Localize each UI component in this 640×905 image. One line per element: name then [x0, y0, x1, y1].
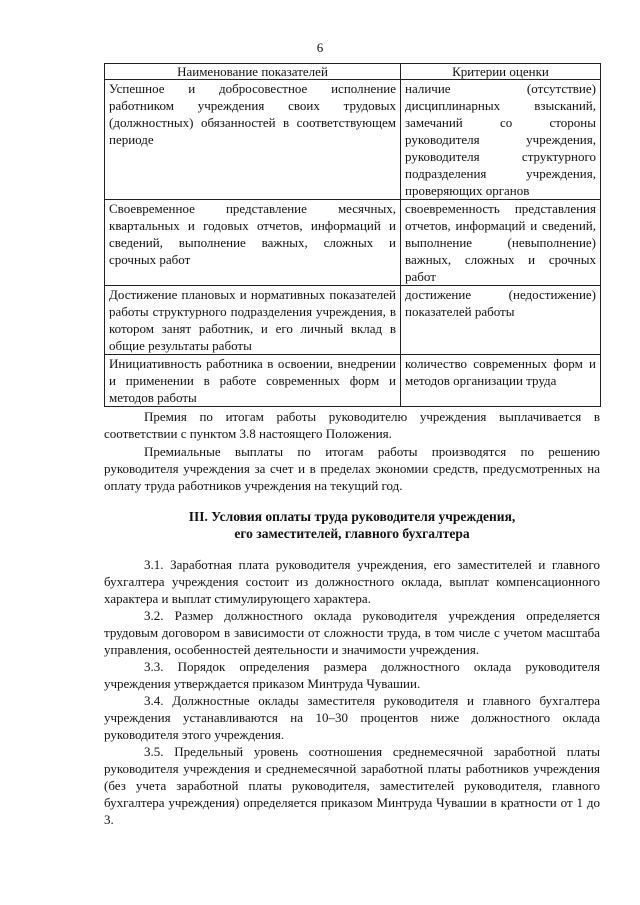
criterion-cell: количество современных форм и методов организации труда	[401, 355, 601, 407]
criterion-cell: своевременность представления отчетов, информаций и сведений, выполнение (невыполнение) важных, сложных и срочных работ	[401, 200, 601, 286]
table-header-row	[105, 64, 601, 80]
indicator-cell: Инициативность работника в освоении, внедрении и применении в работе современных форм и методов работы	[105, 355, 401, 407]
table-row	[105, 286, 601, 355]
section-title-line-2: его заместителей, главного бухгалтера	[234, 526, 470, 541]
criterion-cell: наличие (отсутствие) дисциплинарных взысканий, замечаний со стороны руководителя учреждения, руководителя структурного подразделения учреждения, проверяющих органов	[401, 80, 601, 200]
clause-3-4: 3.4. Должностные оклады заместителя руководителя и главного бухгалтера учреждения устанавливаются на 10–30 процентов ниже должностного оклада руководителя этого учреждения.	[104, 693, 600, 742]
bonus-paragraph: Премия по итогам работы руководителю учреждения выплачивается в соответствии с пунктом 3.8 настоящего Положения.	[104, 409, 600, 441]
clause-3-5: 3.5. Предельный уровень соотношения среднемесячной заработной платы руководителя учреждения и среднемесячной заработной платы работников учреждения (без учета заработной платы руководителя, заместителей руководителя, главного бухгалтера учреждения) определяется приказом Минтруда Чувашии в кратности от 1 до 3.	[104, 744, 600, 827]
indicator-cell: Успешное и добросовестное исполнение работником учреждения своих трудовых (должностных) обязанностей в соответствующем периоде	[105, 80, 401, 200]
criterion-cell: достижение (недостижение) показателей работы	[401, 286, 601, 355]
section-title-line-1: III. Условия оплаты труда руководителя учреждения,	[188, 509, 516, 524]
table-row	[105, 80, 601, 200]
table-row	[105, 355, 601, 407]
section-heading	[104, 508, 600, 542]
clause-3-3: 3.3. Порядок определения размера должностного оклада руководителя учреждения утверждается приказом Минтруда Чувашии.	[104, 659, 600, 691]
header-criterion: Критерии оценки	[401, 64, 601, 80]
page-number: 6	[316, 40, 324, 55]
header-indicator: Наименование показателей	[105, 64, 401, 80]
criteria-table	[104, 63, 601, 407]
bonus-payments-paragraph: Премиальные выплаты по итогам работы производятся по решению руководителя учреждения за счет и в пределах экономии средств, предусмотренных на оплату труда работников учреждения на текущий год.	[104, 444, 600, 493]
indicator-cell: Достижение плановых и нормативных показателей работы структурного подразделения учреждения, в котором занят работник, и его личный вклад в общие результаты работы	[105, 286, 401, 355]
clause-3-1: 3.1. Заработная плата руководителя учреждения, его заместителей и главного бухгалтера учреждения состоит из должностного оклада, выплат компенсационного характера и выплат стимулирующего характера.	[104, 557, 600, 606]
clause-3-2: 3.2. Размер должностного оклада руководителя учреждения определяется трудовым договором в зависимости от сложности труда, в том числе с учетом масштаба управления, особенностей деятельности и значимости учреждения.	[104, 608, 600, 657]
table-row	[105, 200, 601, 286]
indicator-cell: Своевременное представление месячных, квартальных и годовых отчетов, информаций и сведений, выполнение важных, сложных и срочных работ	[105, 200, 401, 286]
